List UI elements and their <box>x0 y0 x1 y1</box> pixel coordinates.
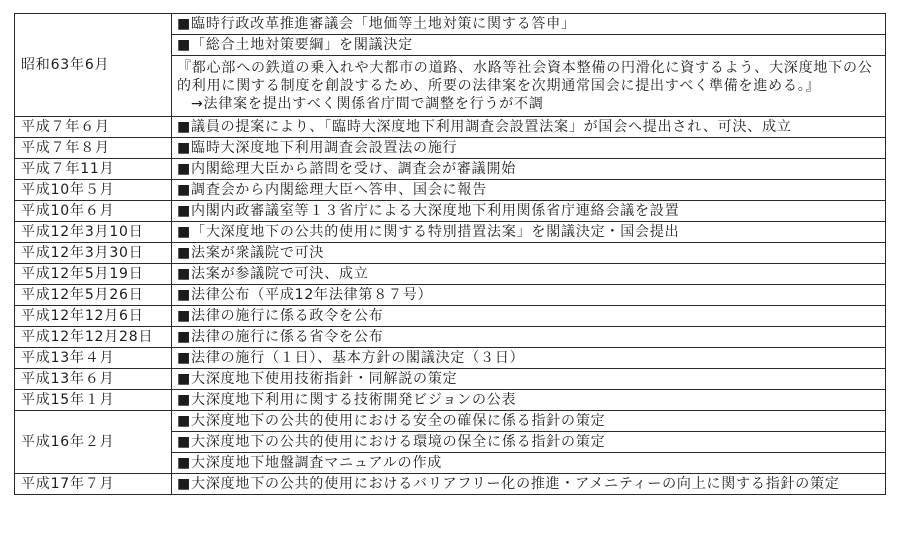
date-cell: 平成７年11月 <box>15 159 172 180</box>
date-cell: 平成10年６月 <box>15 201 172 222</box>
date-cell: 平成７年８月 <box>15 138 172 159</box>
event-cell <box>172 56 886 117</box>
outcome-note: →法律案を提出すべく関係省庁間で調整を行うが不調 <box>191 96 544 112</box>
date-cell: 平成12年5月19日 <box>15 264 172 285</box>
event-cell: ■「総合土地対策要綱」を閣議決定 <box>172 35 886 56</box>
event-cell: ■臨時大深度地下利用調査会設置法の施行 <box>172 138 886 159</box>
date-cell: 平成７年６月 <box>15 117 172 138</box>
date-cell: 平成12年5月26日 <box>15 285 172 306</box>
event-cell: ■大深度地下の公共的使用における安全の確保に係る指針の策定 <box>172 411 886 432</box>
timeline-row <box>15 243 886 264</box>
timeline-row <box>15 222 886 243</box>
timeline-row <box>15 306 886 327</box>
event-cell: ■法律公布（平成12年法律第８７号） <box>172 285 886 306</box>
timeline-row <box>15 117 886 138</box>
event-cell: ■大深度地下の公共的使用における環境の保全に係る指針の策定 <box>172 432 886 453</box>
date-cell: 平成12年12月28日 <box>15 327 172 348</box>
event-cell: ■法律の施行（１日）、基本方針の閣議決定（３日） <box>172 348 886 369</box>
date-cell: 平成12年12月6日 <box>15 306 172 327</box>
timeline-table <box>14 13 886 495</box>
event-cell: ■大深度地下利用に関する技術開発ビジョンの公表 <box>172 390 886 411</box>
timeline-row <box>15 411 886 432</box>
timeline-row <box>15 264 886 285</box>
timeline-row <box>15 285 886 306</box>
timeline-row <box>15 390 886 411</box>
event-cell: ■法律の施行に係る省令を公布 <box>172 327 886 348</box>
timeline-row <box>15 14 886 35</box>
timeline-row <box>15 201 886 222</box>
date-cell: 平成12年3月10日 <box>15 222 172 243</box>
event-cell: ■内閣総理大臣から諮問を受け、調査会が審議開始 <box>172 159 886 180</box>
date-cell: 平成17年７月 <box>15 474 172 495</box>
timeline-row <box>15 327 886 348</box>
date-cell: 平成10年５月 <box>15 180 172 201</box>
date-cell: 平成13年４月 <box>15 348 172 369</box>
timeline-row <box>15 138 886 159</box>
event-cell: ■大深度地下地盤調査マニュアルの作成 <box>172 453 886 474</box>
timeline-row <box>15 180 886 201</box>
event-cell: ■「大深度地下の公共的使用に関する特別措置法案」を閣議決定・国会提出 <box>172 222 886 243</box>
timeline-row <box>15 369 886 390</box>
event-cell: ■法案が参議院で可決、成立 <box>172 264 886 285</box>
policy-quote: 『都心部への鉄道の乗入れや大都市の道路、水路等社会資本整備の円滑化に資するよう、大深度地下の公的利用に関する制度を創設するため、所要の法律案を次期通常国会に提出すべく準備を進める。』 <box>177 60 873 94</box>
date-cell: 平成15年１月 <box>15 390 172 411</box>
event-cell: ■大深度地下使用技術指針・同解説の策定 <box>172 369 886 390</box>
event-cell: ■議員の提案により、「臨時大深度地下利用調査会設置法案」が国会へ提出され、可決、成立 <box>172 117 886 138</box>
event-cell: ■調査会から内閣総理大臣へ答申、国会に報告 <box>172 180 886 201</box>
event-cell: ■内閣内政審議室等１３省庁による大深度地下利用関係省庁連絡会議を設置 <box>172 201 886 222</box>
event-cell: ■臨時行政改革推進審議会「地価等土地対策に関する答申」 <box>172 14 886 35</box>
event-cell: ■法律の施行に係る政令を公布 <box>172 306 886 327</box>
date-cell: 平成12年3月30日 <box>15 243 172 264</box>
date-cell: 平成16年２月 <box>15 411 172 474</box>
timeline-row <box>15 348 886 369</box>
event-cell: ■法案が衆議院で可決 <box>172 243 886 264</box>
event-cell: ■大深度地下の公共的使用におけるバリアフリー化の推進・アメニティーの向上に関する指針の策定 <box>172 474 886 495</box>
date-cell: 昭和63年6月 <box>15 14 172 117</box>
date-cell: 平成13年６月 <box>15 369 172 390</box>
timeline-row <box>15 474 886 495</box>
timeline-row <box>15 159 886 180</box>
